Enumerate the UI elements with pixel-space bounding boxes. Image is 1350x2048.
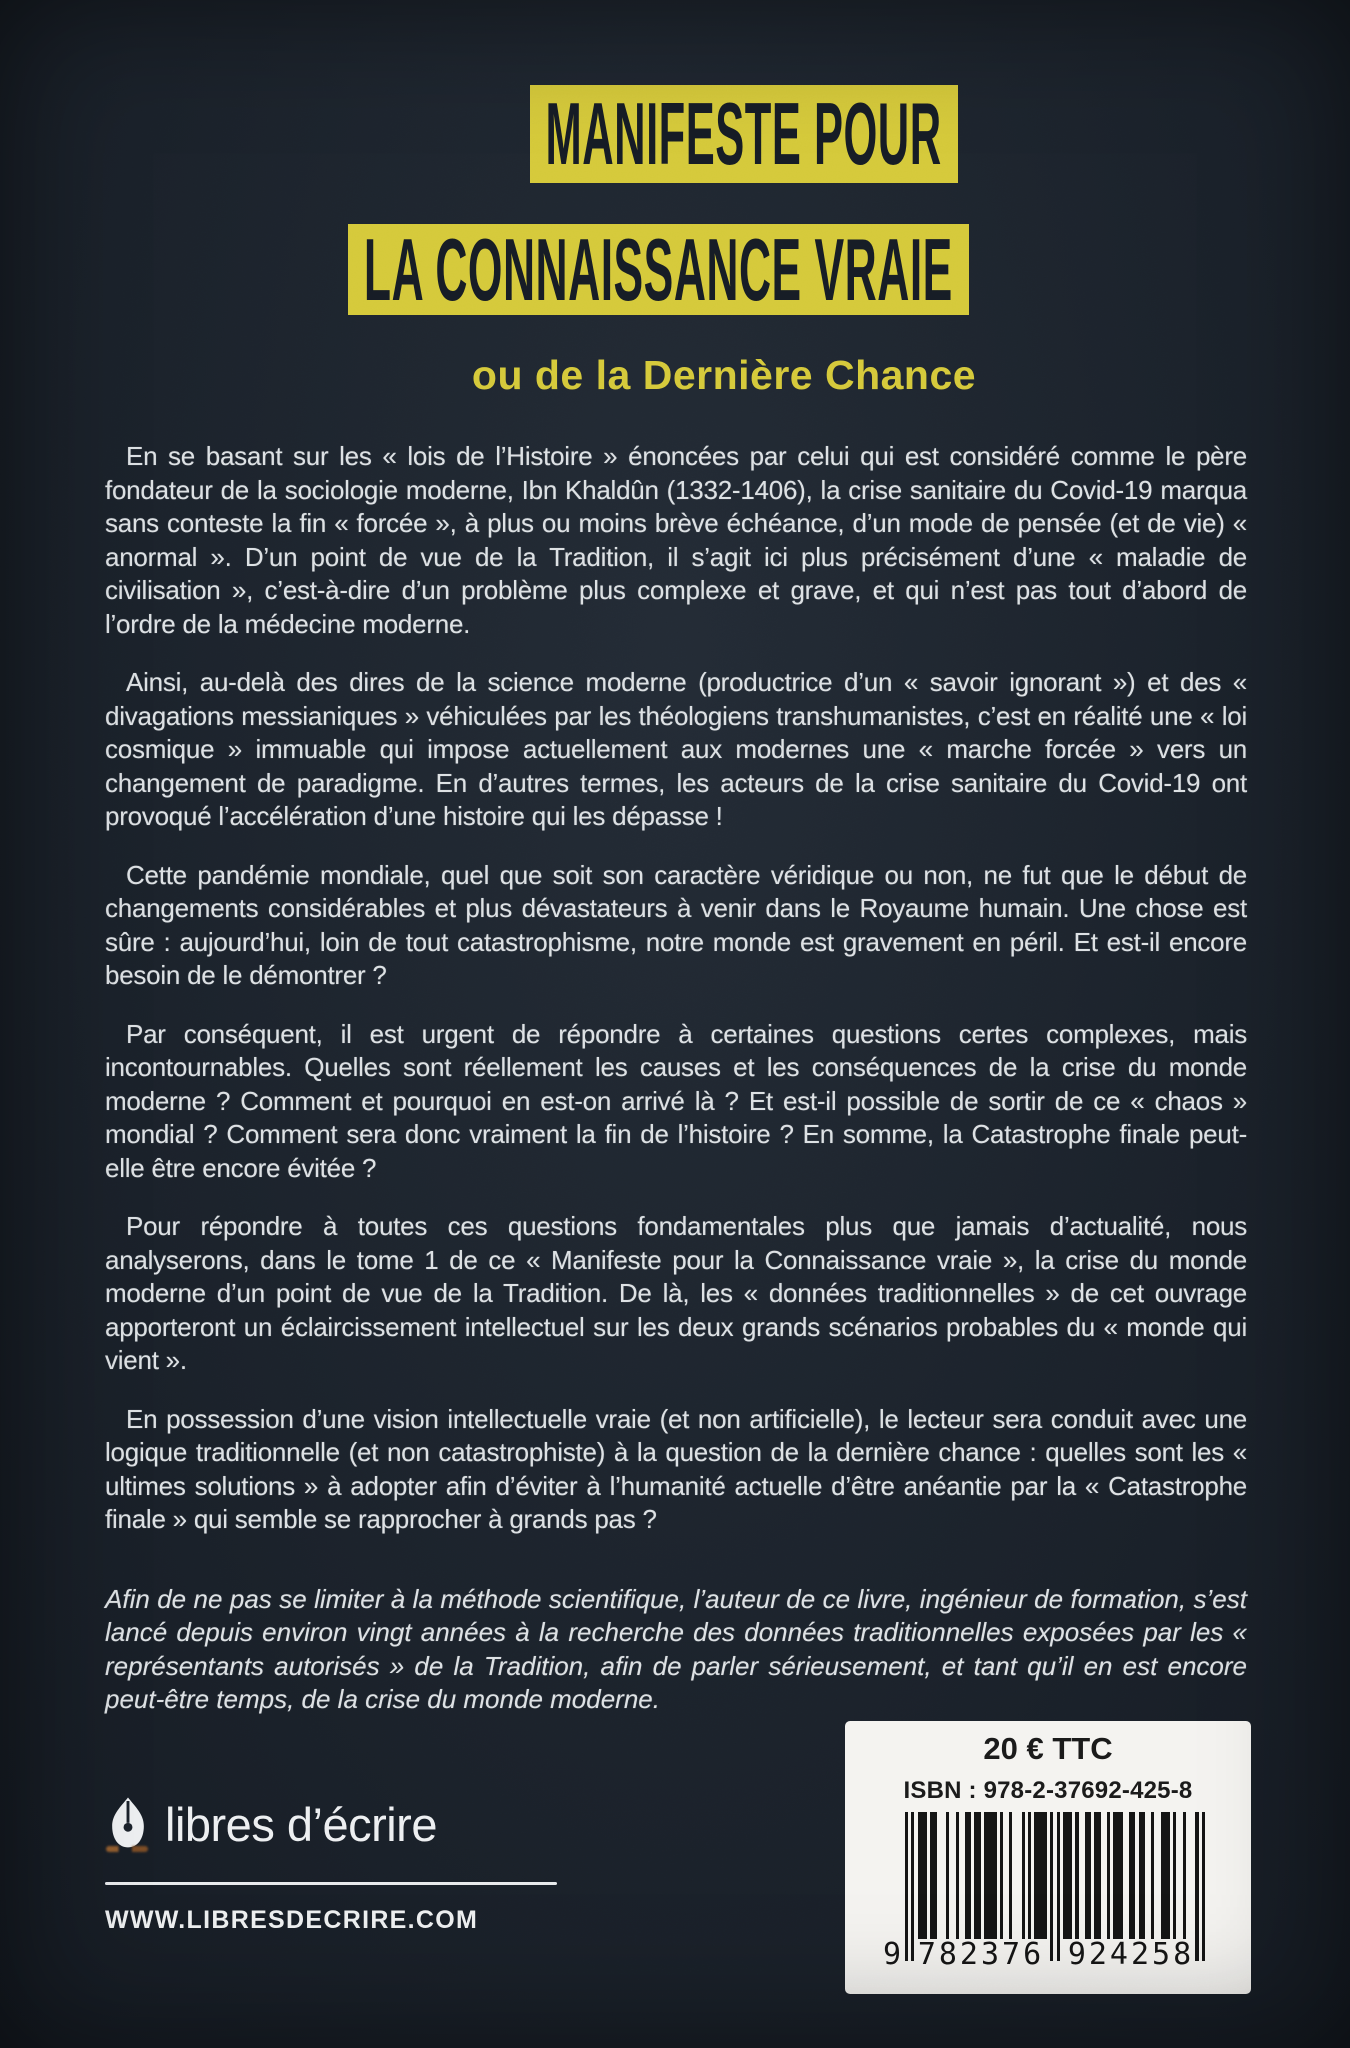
- price-isbn-box: [845, 1721, 1251, 1994]
- subtitle: ou de la Dernière Chance: [471, 352, 977, 398]
- paragraph: Ainsi, au-delà des dires de la science moderne (productrice d’un « savoir ignorant ») et des « divagations messianiques » véhiculées par les théologiens transhumanistes, c’est en réalité une « loi cosmique » immuable qui impose actuellement aux modernes une « marche forcée » vers un changement de paradigme. En d’autres termes, les acteurs de la crise sanitaire du Covid-19 ont provoqué l’accélération d’une histoire qui les dépasse !: [105, 667, 1247, 831]
- paragraph: Par conséquent, il est urgent de répondre à certaines questions certes complexes, mais incontournables. Quelles sont réellement les causes et les conséquences de la crise du monde moderne ? Comment et pourquoi en est-on arrivé là ? Et est-il possible de sortir de ce « chaos » mondial ? Comment sera donc vraiment la fin de l’histoire ? En somme, la Catastrophe finale peut-elle être encore évitée ?: [105, 1018, 1247, 1183]
- divider-line: [105, 1882, 557, 1885]
- publisher-website: WWW.LIBRESDECRIRE.COM: [105, 1906, 479, 1934]
- paragraph: En possession d’une vision intellectuelle vraie (et non artificielle), le lecteur sera conduit avec une logique traditionnelle (et non catastrophiste) à la question de la dernière chance : quelles sont les « ultimes solutions » à adopter afin d’éviter à l’humanité actuelle d’être anéantie par la « Catastrophe finale » qui semble se rapprocher à grands pas ?: [105, 1403, 1247, 1534]
- isbn-label: ISBN : 978-2-37692-425-8: [903, 1777, 1193, 1804]
- barcode-left-digits: 782376: [917, 1937, 1045, 1972]
- paragraph: En se basant sur les « lois de l’Histoire » énoncées par celui qui est considéré comme le père fondateur de la sociologie moderne, Ibn Khaldûn (1332-1406), la crise sanitaire du Covid-19 marqua sans conteste la fin « forcée », à plus ou moins brève échéance, d’un mode de pensée (et de vie) « anormal ». D’un point de vue de la Tradition, il s’agit ici plus précisément d’une « maladie de civilisation », c’est-à-dire d’un problème plus complexe et grave, et qui n’est pas tout d’abord de l’ordre de la médecine moderne.: [105, 441, 1247, 639]
- nib-glint: [106, 1846, 148, 1852]
- title-banner-2: [348, 219, 969, 319]
- back-cover-text: [105, 440, 1247, 1742]
- pen-nib-icon: [104, 1796, 152, 1854]
- price-label: 20 € TTC: [983, 1731, 1113, 1766]
- title-line-1: MANIFESTE POUR: [545, 84, 943, 183]
- barcode-lead-digit: 9: [882, 1937, 901, 1972]
- author-note: Afin de ne pas se limiter à la méthode scientifique, l’auteur de ce livre, ingénieur de formation, s’est lancé depuis environ vingt années à la recherche des données traditionnelles exposées par les « représentants autorisés » de la Tradition, afin de parler sérieusement, et tant qu’il en est encore peut-être temps, de la crise du monde moderne.: [105, 1583, 1247, 1714]
- barcode-right-digits: 924258: [1067, 1937, 1195, 1972]
- title-banner-1: [530, 85, 958, 183]
- title-line-2: LA CONNAISSANCE VRAIE: [364, 219, 953, 319]
- publisher-name: libres d’écrire: [165, 1798, 437, 1851]
- paragraph: Cette pandémie mondiale, quel que soit son caractère véridique ou non, ne fut que le début de changements considérables et plus dévastateurs à venir dans le Royaume humain. Une chose est sûre : aujourd’hui, loin de tout catastrophisme, notre monde est gravement en péril. Et est-il encore besoin de le démontrer ?: [105, 859, 1247, 990]
- barcode-digits: [882, 1937, 1206, 1973]
- paragraph: Pour répondre à toutes ces questions fondamentales plus que jamais d’actualité, nous analyserons, dans le tome 1 de ce « Manifeste pour la Connaissance vraie », la crise du monde moderne d’un point de vue de la Tradition. De là, les « données traditionnelles » de cet ouvrage apporteront un éclaircissement intellectuel sur les deux grands scénarios probables du « monde qui vient ».: [105, 1211, 1247, 1375]
- publisher-logo: [104, 1796, 437, 1854]
